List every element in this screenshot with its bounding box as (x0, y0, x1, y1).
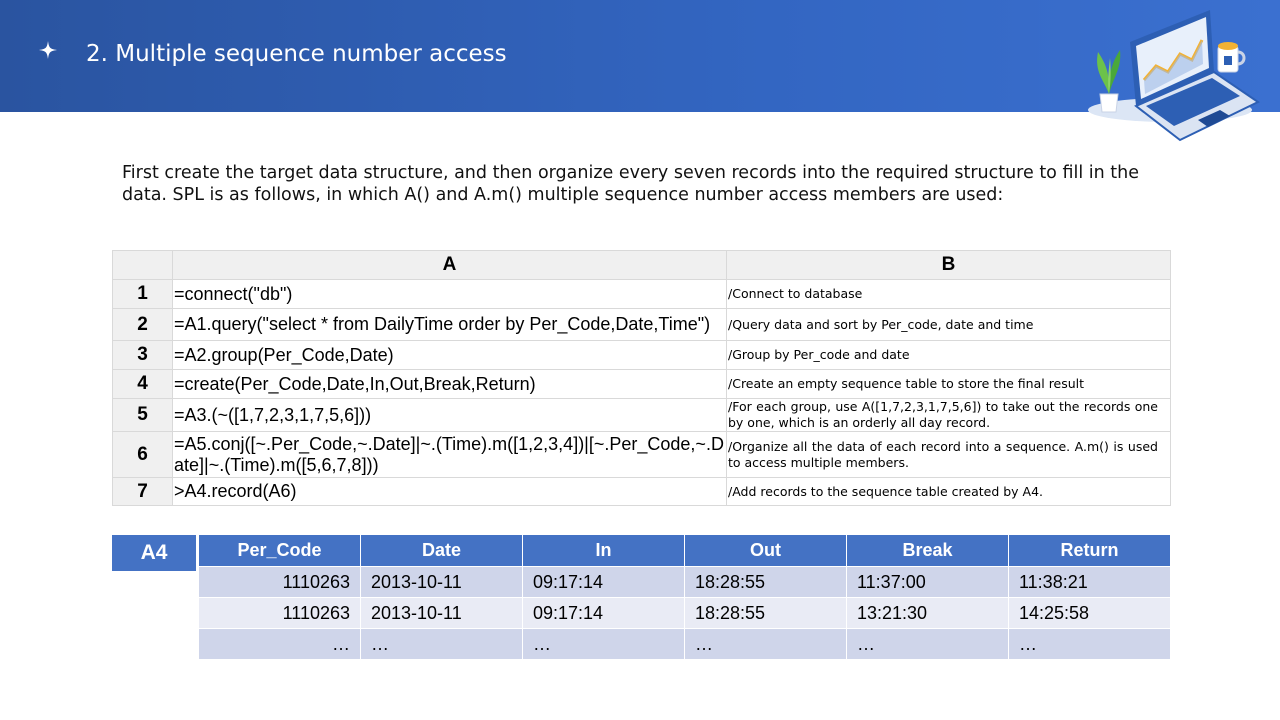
in-cell: 09:17:14 (523, 567, 685, 598)
grid-row (113, 478, 1171, 506)
sparkle-icon (38, 40, 58, 60)
out-cell: 18:28:55 (685, 567, 847, 598)
column-header-out: Out (685, 535, 847, 567)
return-cell: … (1009, 629, 1171, 660)
column-header-break: Break (847, 535, 1009, 567)
result-cell-label: A4 (112, 535, 196, 571)
code-cell[interactable]: =connect("db") (173, 280, 727, 309)
per-code-cell: 1110263 (199, 567, 361, 598)
row-number[interactable]: 6 (113, 432, 173, 478)
grid-row (113, 309, 1171, 341)
page-title: 2. Multiple sequence number access (86, 41, 507, 67)
code-cell[interactable]: >A4.record(A6) (173, 478, 727, 506)
row-number[interactable]: 5 (113, 399, 173, 432)
comment-cell[interactable]: /Connect to database (727, 280, 1171, 309)
comment-cell[interactable]: /Add records to the sequence table created by A4. (727, 478, 1171, 506)
return-cell: 14:25:58 (1009, 598, 1171, 629)
break-cell: … (847, 629, 1009, 660)
grid-row (113, 341, 1171, 370)
comment-cell[interactable]: /Query data and sort by Per_code, date and time (727, 309, 1171, 341)
column-header-in: In (523, 535, 685, 567)
row-number[interactable]: 4 (113, 370, 173, 399)
date-cell: 2013-10-11 (361, 598, 523, 629)
date-cell: … (361, 629, 523, 660)
grid-row (113, 280, 1171, 309)
table-row (199, 567, 1171, 598)
comment-cell[interactable]: /Organize all the data of each record into a sequence. A.m() is used to access multiple members. (727, 432, 1171, 478)
code-cell[interactable]: =A3.(~([1,7,2,3,1,7,5,6])) (173, 399, 727, 432)
row-number[interactable]: 7 (113, 478, 173, 506)
break-cell: 13:21:30 (847, 598, 1009, 629)
code-cell[interactable]: =A2.group(Per_Code,Date) (173, 341, 727, 370)
spl-grid (112, 250, 1171, 506)
grid-row (113, 370, 1171, 399)
laptop-illustration (1080, 2, 1270, 147)
row-number[interactable]: 3 (113, 341, 173, 370)
code-cell[interactable]: =A1.query("select * from DailyTime order by Per_Code,Date,Time") (173, 309, 727, 341)
table-row (199, 598, 1171, 629)
code-cell[interactable]: =create(Per_Code,Date,In,Out,Break,Return) (173, 370, 727, 399)
intro-paragraph: First create the target data structure, and then organize every seven records into the required structure to fill in the data. SPL is as follows, in which A() and A.m() multiple sequence number access members are used: (122, 163, 1139, 205)
column-header-per-code: Per_Code (199, 535, 361, 567)
comment-cell[interactable]: /For each group, use A([1,7,2,3,1,7,5,6]) to take out the records one by one, which is an orderly all day record. (727, 399, 1171, 432)
code-cell[interactable]: =A5.conj([~.Per_Code,~.Date]|~.(Time).m([1,2,3,4])|[~.Per_Code,~.Date]|~.(Time).m([5,6,7,8])) (173, 432, 727, 478)
row-number[interactable]: 2 (113, 309, 173, 341)
column-header-date: Date (361, 535, 523, 567)
grid-row (113, 399, 1171, 432)
per-code-cell: … (199, 629, 361, 660)
table-row (199, 629, 1171, 660)
out-cell: 18:28:55 (685, 598, 847, 629)
grid-row (113, 432, 1171, 478)
row-number[interactable]: 1 (113, 280, 173, 309)
column-header-a[interactable]: A (173, 251, 727, 280)
in-cell: 09:17:14 (523, 598, 685, 629)
break-cell: 11:37:00 (847, 567, 1009, 598)
out-cell: … (685, 629, 847, 660)
title-banner (0, 0, 1280, 112)
per-code-cell: 1110263 (199, 598, 361, 629)
comment-cell[interactable]: /Group by Per_code and date (727, 341, 1171, 370)
result-table (198, 534, 1171, 660)
grid-corner (113, 251, 173, 280)
return-cell: 11:38:21 (1009, 567, 1171, 598)
date-cell: 2013-10-11 (361, 567, 523, 598)
in-cell: … (523, 629, 685, 660)
column-header-return: Return (1009, 535, 1171, 567)
comment-cell[interactable]: /Create an empty sequence table to store the final result (727, 370, 1171, 399)
column-header-b[interactable]: B (727, 251, 1171, 280)
